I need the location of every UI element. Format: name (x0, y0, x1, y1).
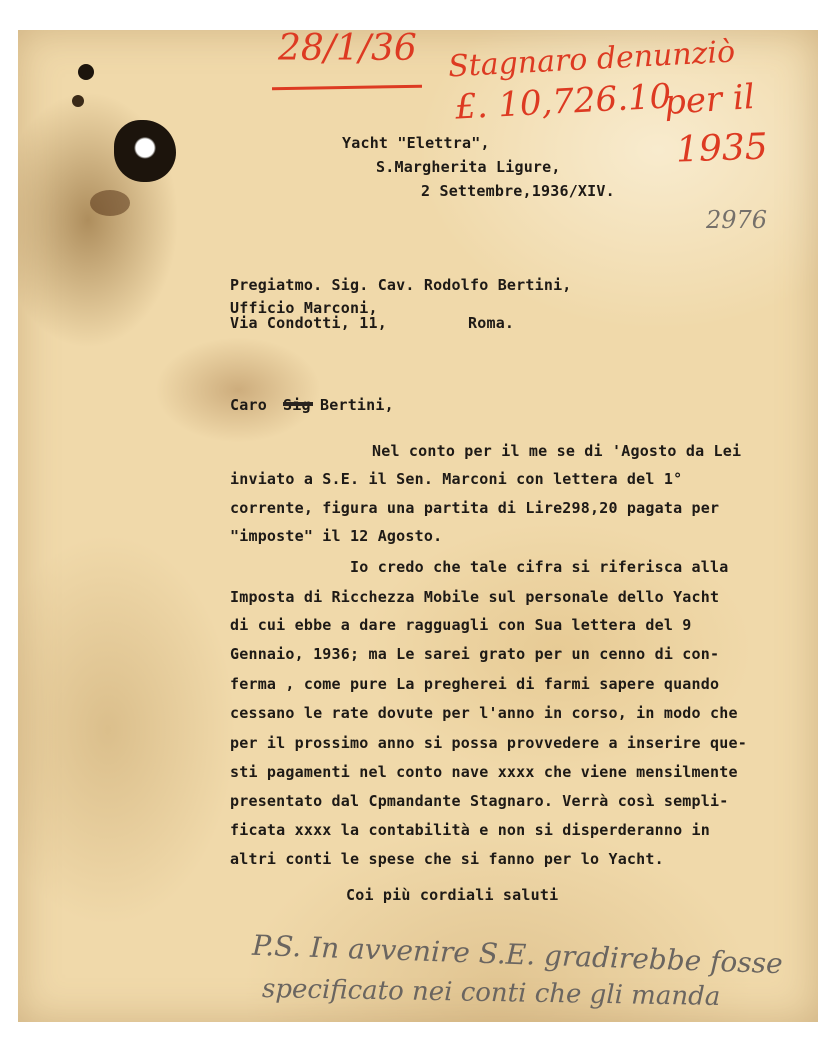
header-line-2: S.Margherita Ligure, (376, 158, 561, 176)
address-line-2: Ufficio Marconi, (230, 299, 378, 317)
salutation-prefix: Caro (230, 396, 267, 414)
closing: Coi più cordiali saluti (346, 886, 559, 904)
burn-hole-small (72, 95, 84, 107)
postscript-line-1: P.S. In avvenire S.E. gradirebbe fosse (251, 928, 784, 981)
burn-hole-large (114, 120, 176, 182)
salutation-name: Bertini, (320, 396, 394, 414)
body-line-4: "imposte" il 12 Agosto. (230, 527, 443, 545)
body-line-14: ficata xxxx la contabilità e non si disperderanno in (230, 821, 710, 839)
body-line-9: ferma , come pure La pregherei di farmi sapere quando (230, 675, 720, 693)
header-line-3: 2 Settembre,1936/XIV. (421, 182, 615, 200)
body-line-5: Io credo che tale cifra si riferisca alla (350, 558, 729, 576)
red-year: 1935 (675, 126, 769, 171)
red-note-2: per il (662, 76, 756, 124)
body-line-1: Nel conto per il me se di 'Agosto da Lei (372, 442, 742, 460)
red-amount: £. 10,726.10 (454, 76, 673, 128)
postscript-line-2: specificato nei conti che gli manda (261, 974, 721, 1012)
body-line-11: per il prossimo anno si possa provvedere a inserire que- (230, 734, 747, 752)
strikethrough-mark (283, 402, 313, 406)
burn-stain (90, 190, 130, 216)
body-line-10: cessano le rate dovute per l'anno in corso, in modo che (230, 704, 738, 722)
body-line-2: inviato a S.E. il Sen. Marconi con lettera del 1° (230, 470, 683, 488)
address-line-3-left: Via Condotti, 11, (230, 314, 387, 332)
burn-hole-top (78, 64, 94, 80)
red-date: 28/1/36 (278, 28, 417, 69)
red-note-1: Stagnaro denunziò (447, 34, 736, 85)
body-line-12: sti pagamenti nel conto nave xxxx che viene mensilmente (230, 763, 738, 781)
body-line-13: presentato dal Cpmandante Stagnaro. Verrà così sempli- (230, 792, 729, 810)
body-line-7: di cui ebbe a dare ragguagli con Sua lettera del 9 (230, 616, 692, 634)
body-line-3: corrente, figura una partita di Lire298,20 pagata per (230, 499, 720, 517)
address-line-1: Pregiatmo. Sig. Cav. Rodolfo Bertini, (230, 276, 572, 294)
archive-number: 2976 (706, 206, 768, 234)
body-line-15: altri conti le spese che si fanno per lo Yacht. (230, 850, 664, 868)
header-line-1: Yacht "Elettra", (342, 134, 490, 152)
body-line-6: Imposta di Ricchezza Mobile sul personale dello Yacht (230, 588, 720, 606)
body-line-8: Gennaio, 1936; ma Le sarei grato per un cenno di con- (230, 645, 720, 663)
address-line-3-right: Roma. (468, 314, 515, 332)
